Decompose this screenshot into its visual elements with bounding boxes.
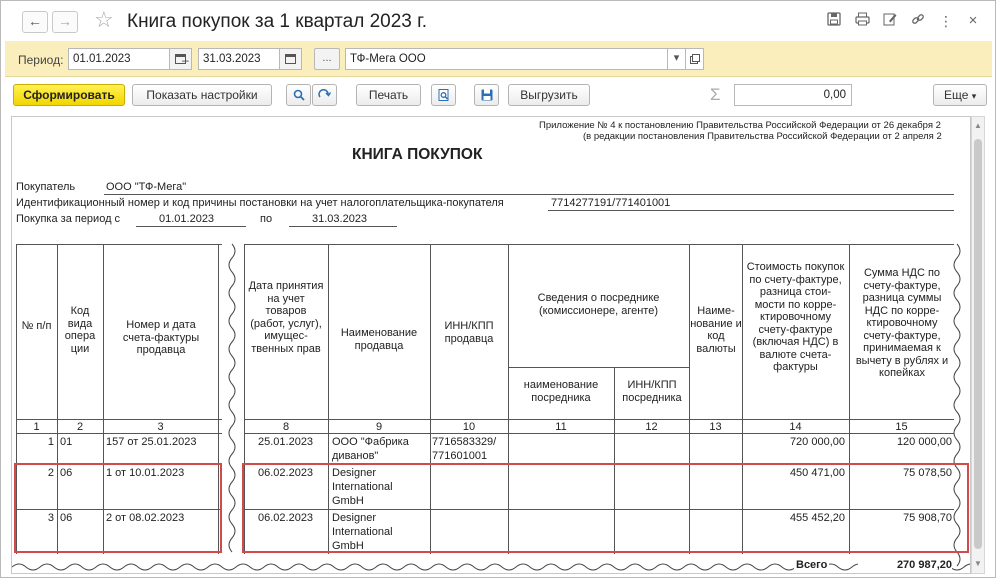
vat-amount: 120 000,00 (896, 436, 952, 448)
save-file-icon[interactable] (474, 84, 499, 106)
header-c12: ИНН/КПП посредника (622, 379, 682, 404)
buyer-value: ООО "ТФ-Мега" (106, 181, 187, 193)
seller-name-line-2: диванов" (332, 450, 379, 462)
row-number: 2 (47, 467, 54, 479)
header-c11: наименование посредника (523, 379, 599, 404)
buyer-label: Покупатель (16, 181, 76, 193)
seller-name-line-3: GmbH (332, 540, 364, 552)
header-c9: Наименование продавца (340, 327, 418, 352)
period-to-underline (289, 226, 397, 227)
open-icon[interactable] (686, 48, 704, 70)
seller-name-line-1: Designer (332, 467, 377, 479)
col-number: 9 (375, 421, 383, 433)
seller-name-line-2: International (332, 481, 393, 493)
operation-code: 06 (60, 512, 73, 524)
toolbar (5, 79, 992, 111)
table-top-line-right (244, 244, 954, 245)
seller-name-line-3: GmbH (332, 495, 364, 507)
favorite-star-icon[interactable]: ☆ (94, 7, 114, 32)
seller-inn-line-2: 771601001 (432, 450, 488, 462)
more-button-label: Еще (944, 88, 969, 102)
window-title: Книга покупок за 1 квартал 2023 г. (127, 11, 428, 32)
chevron-down-icon: ▾ (971, 91, 977, 101)
buyer-underline (104, 194, 954, 195)
header-c2: Код вида опера ции (64, 305, 96, 355)
edit-icon[interactable] (880, 11, 900, 31)
vat-amount: 75 908,70 (903, 512, 952, 524)
col-number: 11 (555, 421, 567, 433)
period-dash: – (182, 53, 189, 67)
header-c8: Дата принятия на учет товаров (работ, услуг), имущес- твенных прав (248, 280, 324, 355)
col-number: 10 (462, 421, 476, 433)
forward-arrow-icon[interactable]: → (52, 11, 78, 33)
invoice-number-date: 1 от 10.01.2023 (106, 467, 185, 479)
generate-button[interactable]: Сформировать (13, 84, 125, 106)
more-button[interactable] (933, 84, 987, 106)
col-number: 1 (33, 421, 40, 433)
search-icon[interactable] (286, 84, 311, 106)
col-number: 15 (895, 421, 908, 433)
col-number: 14 (789, 421, 802, 433)
col-number: 12 (645, 421, 658, 433)
more-vertical-icon[interactable]: ⋮ (939, 13, 953, 29)
row-highlight-left (14, 463, 222, 553)
col-number: 3 (157, 421, 164, 433)
period-label: Период: (18, 53, 64, 67)
title-bar (1, 1, 995, 41)
period-to-input[interactable]: 31.03.2023 (198, 48, 280, 70)
header-c14: Стоимость покупок по счету-фактуре, разница стои- мости по корре- ктировочному счету-фактуре (включая НДС) в валюте счета-фактуры (746, 261, 845, 373)
sum-field: 0,00 (734, 84, 852, 106)
print-preview-icon[interactable] (431, 84, 456, 106)
seller-name-line-2: International (332, 526, 393, 538)
seller-inn-line-1: 7716583329/ (432, 436, 497, 448)
show-settings-button[interactable]: Показать настройки (132, 84, 272, 106)
period-select-button[interactable]: ... (314, 48, 340, 70)
print-icon[interactable] (852, 11, 872, 31)
calendar-icon[interactable] (280, 48, 302, 70)
table-top-line-left (16, 244, 222, 245)
appendix-line-2: (в редакции постановления Правительства Российской Федерации от 2 апреля 2 (583, 131, 942, 142)
period-from-input[interactable]: 01.01.2023 (68, 48, 170, 70)
purchase-cost: 455 452,20 (789, 512, 845, 524)
header-bottom-line-left (16, 419, 222, 420)
acceptance-date: 06.02.2023 (258, 467, 314, 479)
inn-underline (548, 210, 954, 211)
period-to-value: 31.03.2023 (312, 213, 368, 225)
export-button[interactable]: Выгрузить (508, 84, 590, 106)
header-c3: Номер и дата счета-фактуры продавца (122, 319, 200, 356)
col-number: 2 (76, 421, 84, 433)
period-from-value: 01.01.2023 (159, 213, 215, 225)
header-c11-12: Сведения о посреднике (комиссионере, агенте) (537, 292, 660, 317)
link-icon[interactable] (908, 11, 928, 31)
header-c15: Сумма НДС по счету-фактуре, разница суммы НДС по корре- ктировочному счету-фактуре, принимаемая к вычету в рублях и копейках (855, 267, 949, 379)
total-value: 270 987,20 (858, 558, 952, 572)
header-c13: Наиме- нование и код валюты (690, 305, 742, 355)
vat-amount: 75 078,50 (903, 467, 952, 479)
search-next-icon[interactable] (312, 84, 337, 106)
scroll-up-icon[interactable]: ▲ (974, 121, 982, 130)
dropdown-arrow-icon[interactable]: ▾ (668, 48, 686, 70)
acceptance-date: 06.02.2023 (258, 512, 314, 524)
total-label: Всего (796, 559, 828, 571)
period-from-underline (136, 226, 246, 227)
appendix-line-1: Приложение № 4 к постановлению Правительства Российской Федерации от 26 декабря 2 (539, 120, 941, 131)
row-number: 3 (47, 512, 54, 524)
purchase-cost: 450 471,00 (789, 467, 845, 479)
scroll-down-icon[interactable]: ▼ (974, 559, 982, 568)
scrollbar-thumb[interactable] (974, 139, 982, 549)
seller-name-line-1: ООО "Фабрика (332, 436, 409, 448)
acceptance-date: 25.01.2023 (258, 436, 314, 448)
period-bar (5, 41, 992, 77)
inn-label: Идентификационный номер и код причины постановки на учет налогоплательщика-покупателя (16, 197, 504, 209)
header-bottom-line-right (244, 419, 954, 420)
row-number: 1 (47, 436, 54, 448)
invoice-number-date: 2 от 08.02.2023 (106, 512, 185, 524)
sum-sigma-icon: Σ (710, 85, 721, 104)
inn-value: 7714277191/771401001 (551, 197, 671, 209)
print-button[interactable]: Печать (356, 84, 421, 106)
purchase-cost: 720 000,00 (789, 436, 845, 448)
period-from-label: Покупка за период с (16, 213, 121, 225)
vertical-scrollbar[interactable] (971, 116, 985, 574)
back-arrow-icon[interactable]: ← (22, 11, 48, 33)
subheader-line (508, 367, 689, 368)
operation-code: 01 (60, 436, 73, 448)
close-icon[interactable]: × (968, 12, 978, 29)
organization-input[interactable]: ТФ-Мега ООО (345, 48, 668, 70)
report-spreadsheet[interactable] (11, 116, 971, 574)
seller-name-line-1: Designer (332, 512, 377, 524)
header-c1: № п/п (21, 320, 52, 332)
header-c10: ИНН/КПП продавца (444, 320, 494, 345)
col-number: 13 (709, 421, 722, 433)
period-to-label: по (260, 213, 273, 225)
invoice-number-date: 157 от 25.01.2023 (106, 436, 197, 448)
col-number: 8 (282, 421, 290, 433)
save-icon[interactable] (824, 11, 844, 31)
row-highlight-right (242, 463, 969, 553)
column-break-mark (220, 242, 244, 560)
report-heading: КНИГА ПОКУПОК (352, 146, 483, 163)
operation-code: 06 (60, 467, 73, 479)
